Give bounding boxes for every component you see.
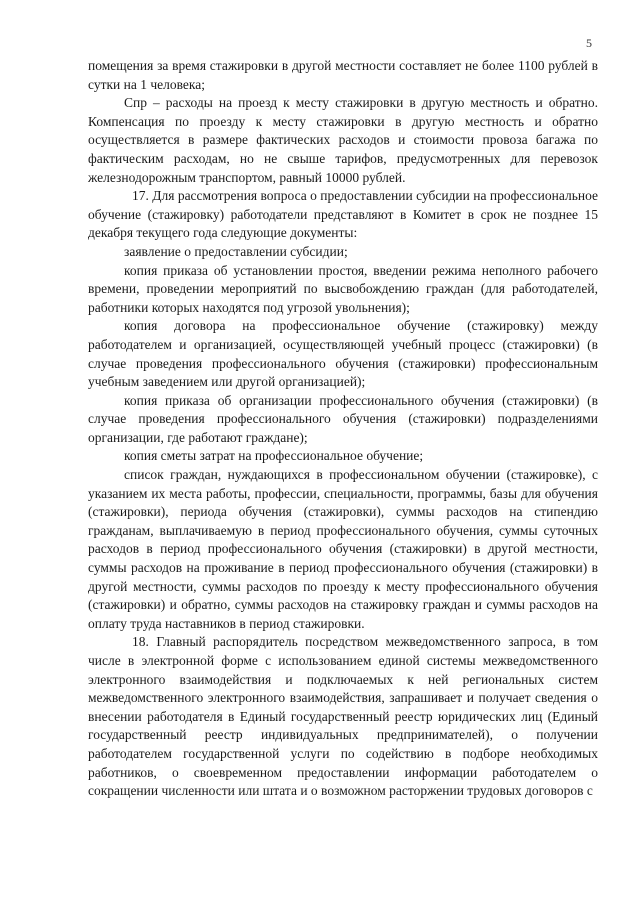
document-body: [88, 57, 598, 801]
list-item-application: заявление о предоставлении субсидии;: [124, 243, 348, 259]
list-item-idle-order: копия приказа об установлении простоя, введении режима неполного рабочего времени, проведении мероприятий по высвобождению граждан (для работодателей, работники которых находятся под угрозой увольнения);: [88, 262, 598, 315]
paragraph-lodging-limit: помещения за время стажировки в другой местности составляет не более 1100 рублей в сутки на 1 человека;: [88, 58, 598, 92]
paragraph-item-17: 17. Для рассмотрения вопроса о предоставлении субсидии на профессиональное обучение (стажировку) работодатели представляют в Комитет в срок не позднее 15 декабря текущего года следующие документы:: [88, 188, 598, 241]
page-number: 5: [586, 36, 592, 50]
paragraph-travel-expenses: Спр – расходы на проезд к месту стажировки в другую местность и обратно. Компенсация по проезду к месту стажировки в другую местность и обратно осуществляется в размере фактических расходов и стоимости провоза багажа по фактическим расходам, но не свыше тарифов, предусмотренных для перевозок железнодорожным транспортом, равный 10000 рублей.: [88, 95, 598, 185]
list-item-cost-estimate: копия сметы затрат на профессиональное обучение;: [124, 448, 424, 464]
list-item-citizens-list: список граждан, нуждающихся в профессиональном обучении (стажировке), с указанием их места работы, профессии, специальности, программы, базы для обучения (стажировки), периода обучения (стажировки), суммы расходов на стипендию гражданам, выплачиваемую в период профессионального обучения, суммы суточных расходов в период профессионального обучения (стажировки) в другой местности, суммы расходов на проживание в период профессионального обучения (стажировки) в другой местности, суммы расходов по проезду к месту профессионального обучения (стажировки) и обратно, суммы расходов на стажировку граждан и суммы расходов на оплату труда наставников в период стажировки.: [88, 467, 598, 631]
list-item-training-order: копия приказа об организации профессионального обучения (стажировки) (в случае проведения профессионального обучения (стажировки) подразделениями организации, где работают граждане);: [88, 392, 598, 445]
list-item-training-contract: копия договора на профессиональное обучение (стажировку) между работодателем и организацией, осуществляющей учебный процесс (стажировки) (в случае проведения профессионального обучения (стажировки) профессиональным учебным заведением или другой организацией);: [88, 318, 598, 390]
paragraph-item-18: 18. Главный распорядитель посредством межведомственного запроса, в том числе в электронной форме с использованием единой системы межведомственного электронного взаимодействия и подключаемых к ней региональных систем межведомственного электронного взаимодействия, запрашивает и получает сведения о внесении работодателя в Единый государственный реестр юридических лиц (Единый государственный реестр индивидуальных предпринимателей), о получении работодателем государственной услуги по содействию в подборе необходимых работников, о своевременном предоставлении информации работодателем о сокращении численности или штата и о возможном расторжении трудовых договоров с: [88, 634, 598, 799]
